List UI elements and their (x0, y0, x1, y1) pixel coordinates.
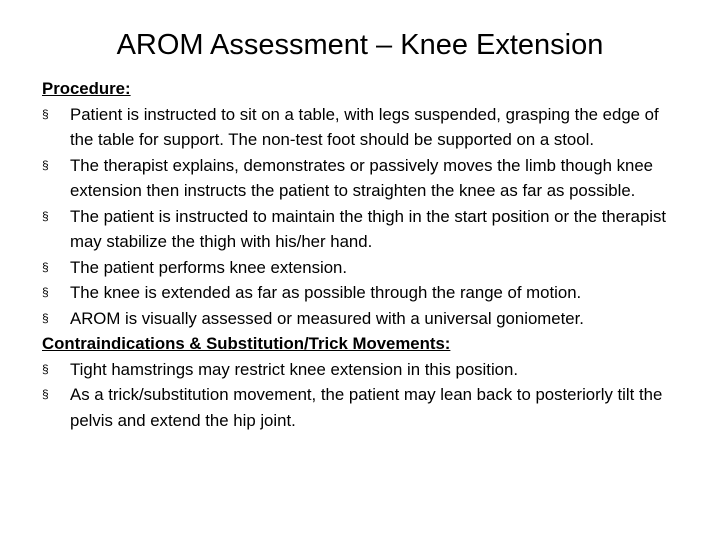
contraindication-item-text: As a trick/substitution movement, the patient may lean back to posteriorly tilt the pelvis and extend the hip joint. (70, 385, 663, 430)
procedure-item-text: Patient is instructed to sit on a table, with legs suspended, grasping the edge of the table for support. The non-test foot should be supported on a stool. (70, 104, 659, 149)
bullet-icon: § (42, 361, 49, 376)
procedure-item-text: The patient performs knee extension. (70, 257, 348, 277)
contraindication-item (42, 357, 682, 383)
bullet-icon: § (42, 208, 49, 223)
bullet-icon: § (42, 259, 49, 274)
contraindication-item-text: Tight hamstrings may restrict knee extension in this position. (70, 359, 519, 379)
section-heading-procedure: Procedure: (42, 79, 131, 98)
procedure-item (42, 280, 682, 306)
procedure-item-text: The patient is instructed to maintain the thigh in the start position or the therapist may stabilize the thigh with his/her hand. (70, 206, 667, 251)
procedure-item (42, 204, 682, 255)
slide-title: AROM Assessment – Knee Extension (116, 29, 604, 61)
procedure-item (42, 306, 682, 332)
procedure-item (42, 255, 682, 281)
procedure-item-text: The knee is extended as far as possible through the range of motion. (70, 283, 582, 302)
procedure-item (42, 153, 682, 204)
bullet-icon: § (42, 310, 49, 325)
contraindication-item (42, 382, 682, 433)
bullet-icon: § (42, 285, 49, 299)
bullet-icon: § (42, 387, 49, 401)
procedure-item-text: The therapist explains, demonstrates or passively moves the limb though knee extension then instructs the patient to straighten the knee as far as possible. (70, 155, 653, 200)
bullet-icon: § (42, 106, 49, 121)
section-heading-contraindications: Contraindications & Substitution/Trick Movements: (42, 334, 451, 353)
procedure-item-text: AROM is visually assessed or measured with a universal goniometer. (70, 308, 584, 328)
procedure-item (42, 102, 682, 153)
bullet-icon: § (42, 157, 49, 172)
slide-body (42, 76, 682, 433)
